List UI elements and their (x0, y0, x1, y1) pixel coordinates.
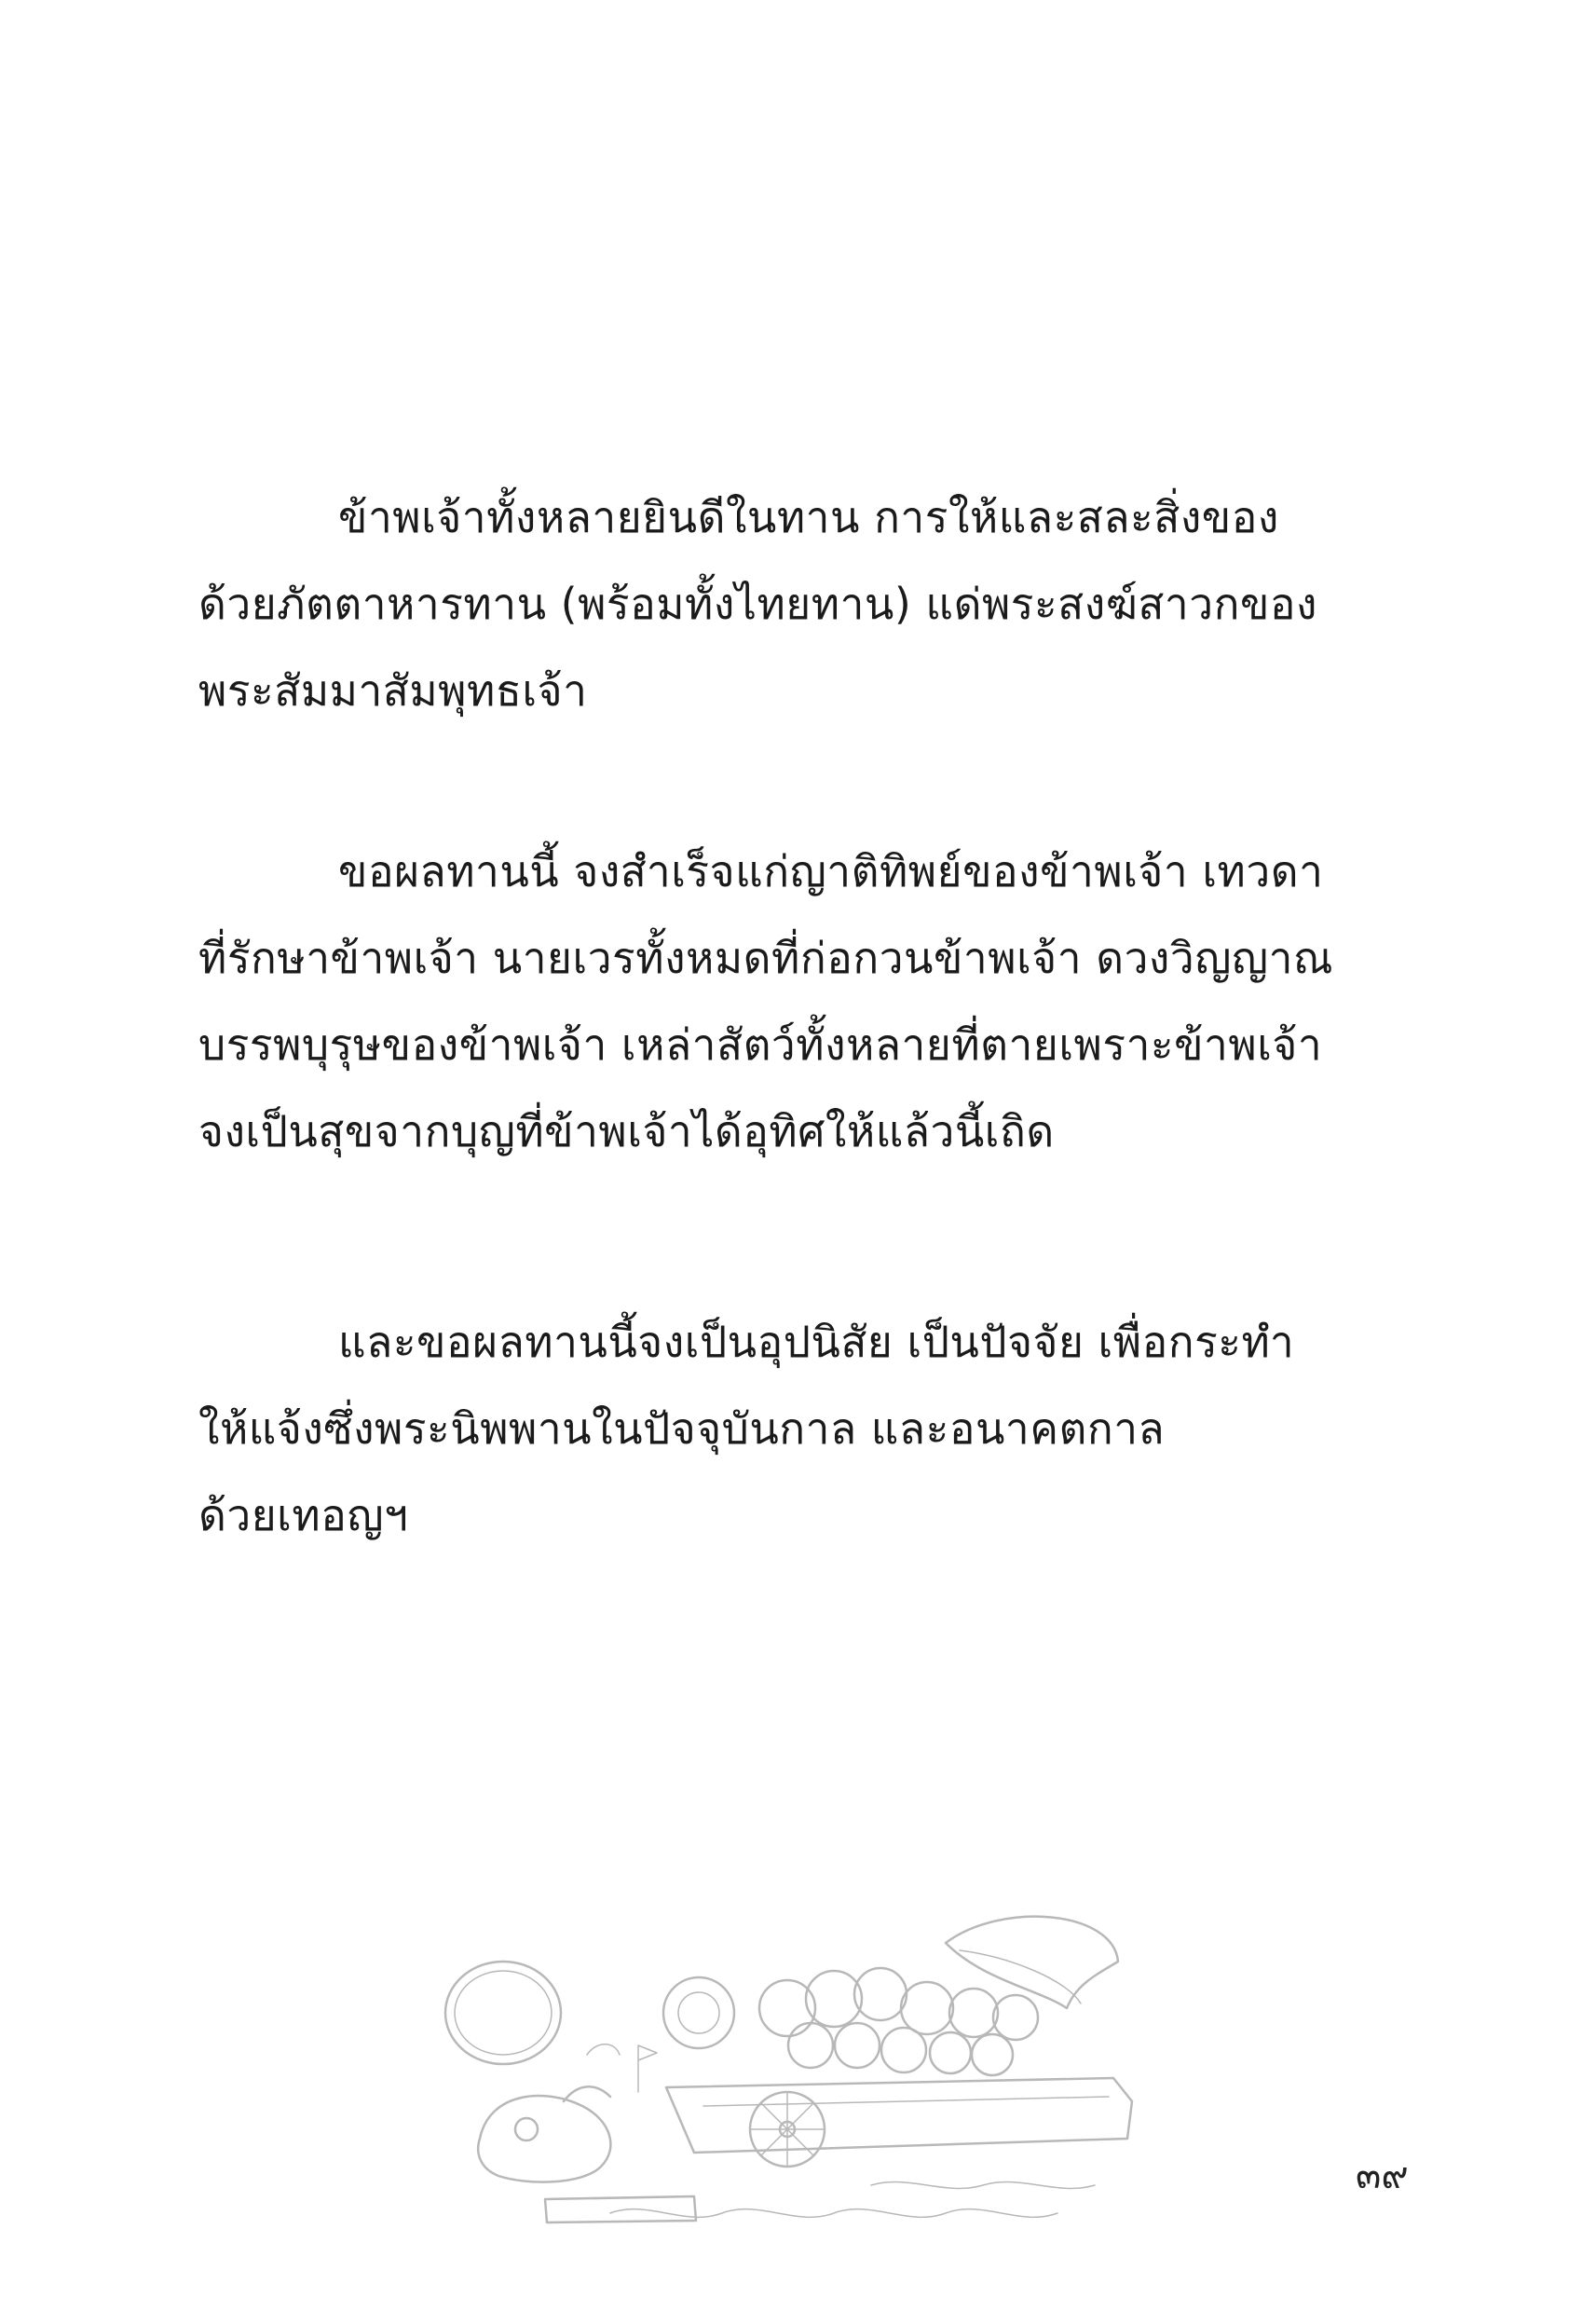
paragraph-line: ที่รักษาข้าพเจ้า นายเวรทั้งหมดที่ก่อกวนข้าพเจ้า ดวงวิญญาณ (198, 933, 1334, 983)
paragraph-line: ด้วยภัตตาหารทาน (พร้อมทั้งไทยทาน) แด่พระสงฆ์สาวกของ (198, 579, 1317, 629)
paragraph-line: และขอผลทานนี้จงเป็นอุปนิสัย เป็นปัจจัย เพื่อกระทำ (338, 1317, 1295, 1367)
merit-cart-illustration-icon (424, 1906, 1151, 2227)
paragraph-line: ข้าพเจ้าทั้งหลายยินดีในทาน การให้และสละสิ่งของ (338, 492, 1279, 542)
paragraph-line: บรรพบุรุษของข้าพเจ้า เหล่าสัตว์ทั้งหลายที่ตายเพราะข้าพเจ้า (198, 1019, 1323, 1070)
page-number: ๓๙ (1356, 2154, 1409, 2197)
paragraph-line: ขอผลทานนี้ จงสำเร็จแก่ญาติทิพย์ของข้าพเจ้า เทวดา (338, 846, 1324, 896)
paragraph-line: ให้แจ้งซึ่งพระนิพพานในปัจจุบันกาล และอนาคตกาล (198, 1403, 1166, 1454)
paragraph-line: พระสัมมาสัมพุทธเจ้า (198, 665, 588, 716)
paragraph-line: ด้วยเทอญฯ (198, 1490, 409, 1540)
paragraph-line: จงเป็นสุขจากบุญที่ข้าพเจ้าได้อุทิศให้แล้วนี้เถิด (198, 1106, 1055, 1156)
